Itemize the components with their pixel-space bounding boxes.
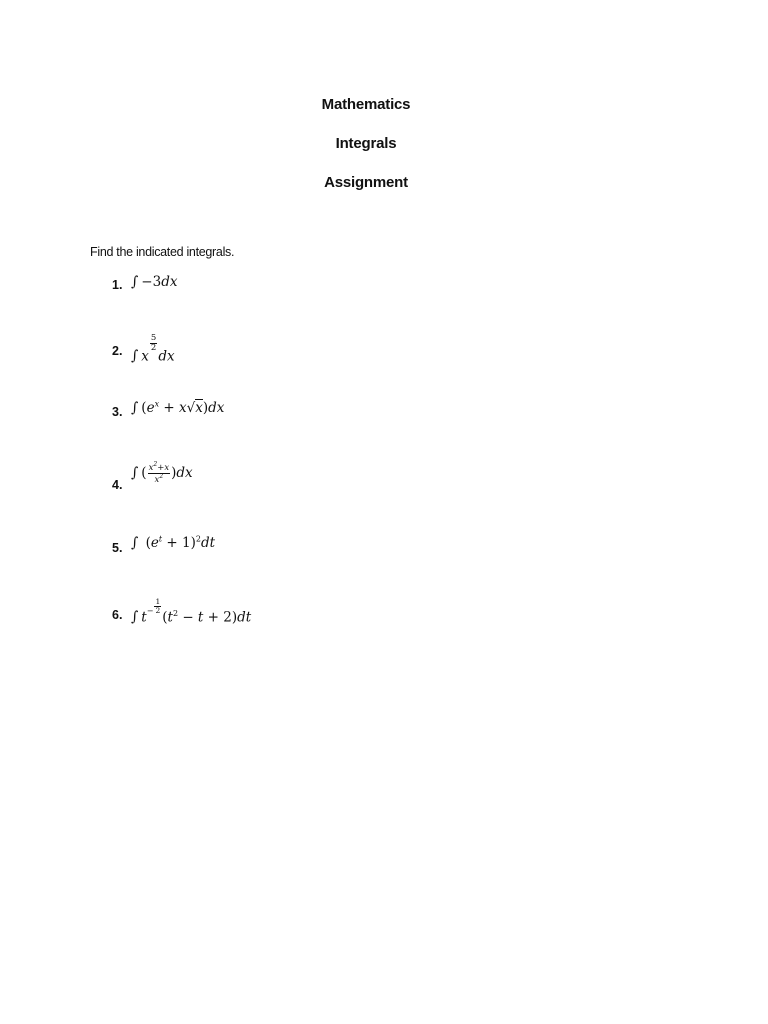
- problem-number: 6.: [112, 608, 123, 622]
- problem-item: [112, 400, 512, 430]
- problem-number: 5.: [112, 541, 123, 555]
- problem-item: [112, 462, 512, 492]
- problem-item: [112, 598, 512, 628]
- subject-title: Mathematics: [321, 96, 411, 113]
- problem-expression: ∫ ( $\frac{x^2+x}{x^2}$ )dx: [131, 461, 193, 485]
- problem-expression: ∫ $(e^t + 1)^2dt$: [131, 534, 216, 551]
- problem-number: 2.: [112, 344, 123, 358]
- problem-item: [112, 535, 512, 565]
- problem-number: 1.: [112, 278, 123, 292]
- problem-expression: ∫ −3dx: [131, 274, 178, 290]
- assignment-title: Assignment: [324, 174, 408, 191]
- instruction-text: Find the indicated integrals.: [90, 245, 235, 259]
- problem-item: [112, 274, 512, 304]
- problem-item: [112, 334, 512, 364]
- topic-title: Integrals: [335, 135, 397, 152]
- problem-expression: ∫ $(e^x + x√x)dx$: [131, 399, 225, 416]
- problem-number: 3.: [112, 405, 123, 419]
- problem-expression: ∫ t− $\frac{1}{2}$ $(t^2 - t + 2)dt$: [131, 597, 252, 626]
- problem-expression: ∫ x $\frac{5}{2}$ dx: [131, 333, 175, 365]
- problem-number: 4.: [112, 478, 123, 492]
